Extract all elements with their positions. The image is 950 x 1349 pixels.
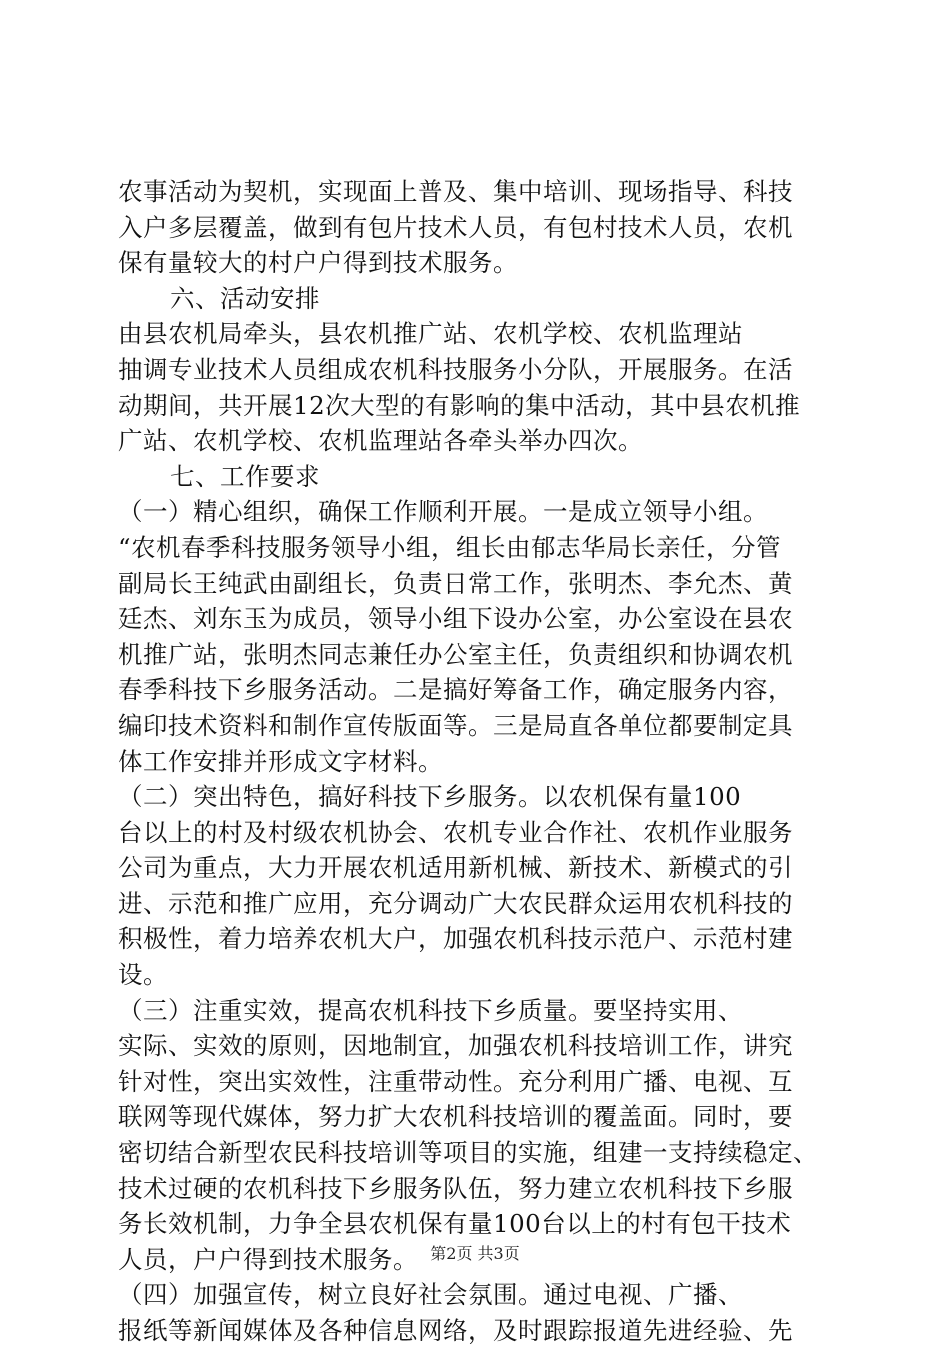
paragraph-requirement-3: （三）注重实效，提高农机科技下乡质量。要坚持实用、 实际、实效的原则，因地制宜，加强农机科技培训工作，讲究 针对性，突出实效性，注重带动性。充分利用广播、电视、互 联网等现代媒体，努力扩大农机科技培训的覆盖面。同时，要 密切结合新型农民科技培训等项目的实施，组建一支持续稳定、 技术过硬的农机科技下乡服务队伍，努力建立农机科技下乡服 务长效机制，力争全县农机保有量100台以上的村有包干技术 人员，户户得到技术服务。 [118,995,818,1274]
paragraph-requirement-4: （四）加强宣传，树立良好社会氛围。通过电视、广播、 报纸等新闻媒体及各种信息网络，及时跟踪报道先进经验、先 [118,1280,793,1345]
paragraph-requirement-1: （一）精心组织，确保工作顺利开展。一是成立领导小组。 “农机春季科技服务领导小组，组长由郁志华局长亲任，分管 副局长王纯武由副组长，负责日常工作，张明杰、李允杰、黄 廷杰、刘东玉为成员，领导小组下设办公室，办公室设在县农 机推广站，张明杰同志兼任办公室主任，负责组织和协调农机 春季科技下乡服务活动。二是搞好筹备工作，确定服务内容， 编印技术资料和制作宣传版面等。三是局直各单位都要制定具 体工作安排并形成文字材料。 [118,497,793,776]
page-number-footer: 第2页 共3页 [430,1244,520,1263]
section-heading-activity-arrangement: 六、活动安排 [170,283,320,313]
paragraph-activity-arrangement: 由县农机局牵头，县农机推广站、农机学校、农机监理站 抽调专业技术人员组成农机科技服务小分队，开展服务。在活 动期间，共开展12次大型的有影响的集中活动，其中县农机推 广站、农机学校、农机监理站各牵头举办四次。 [118,319,801,456]
section-heading-work-requirements: 七、工作要求 [170,461,320,491]
paragraph-requirement-2: （二）突出特色，搞好科技下乡服务。以农机保有量100 台以上的村及村级农机协会、农机专业合作社、农机作业服务 公司为重点，大力开展农机适用新机械、新技术、新模式的引 进、示范和推广应用，充分调动广大农民群众运用农机科技的 积极性，着力培养农机大户，加强农机科技示范户、示范村建 设。 [118,782,793,990]
paragraph-intro-continuation: 农事活动为契机，实现面上普及、集中培训、现场指导、科技 入户多层覆盖，做到有包片技术人员，有包村技术人员，农机 保有量较大的村户户得到技术服务。 [118,177,793,278]
document-body [118,174,853,1349]
